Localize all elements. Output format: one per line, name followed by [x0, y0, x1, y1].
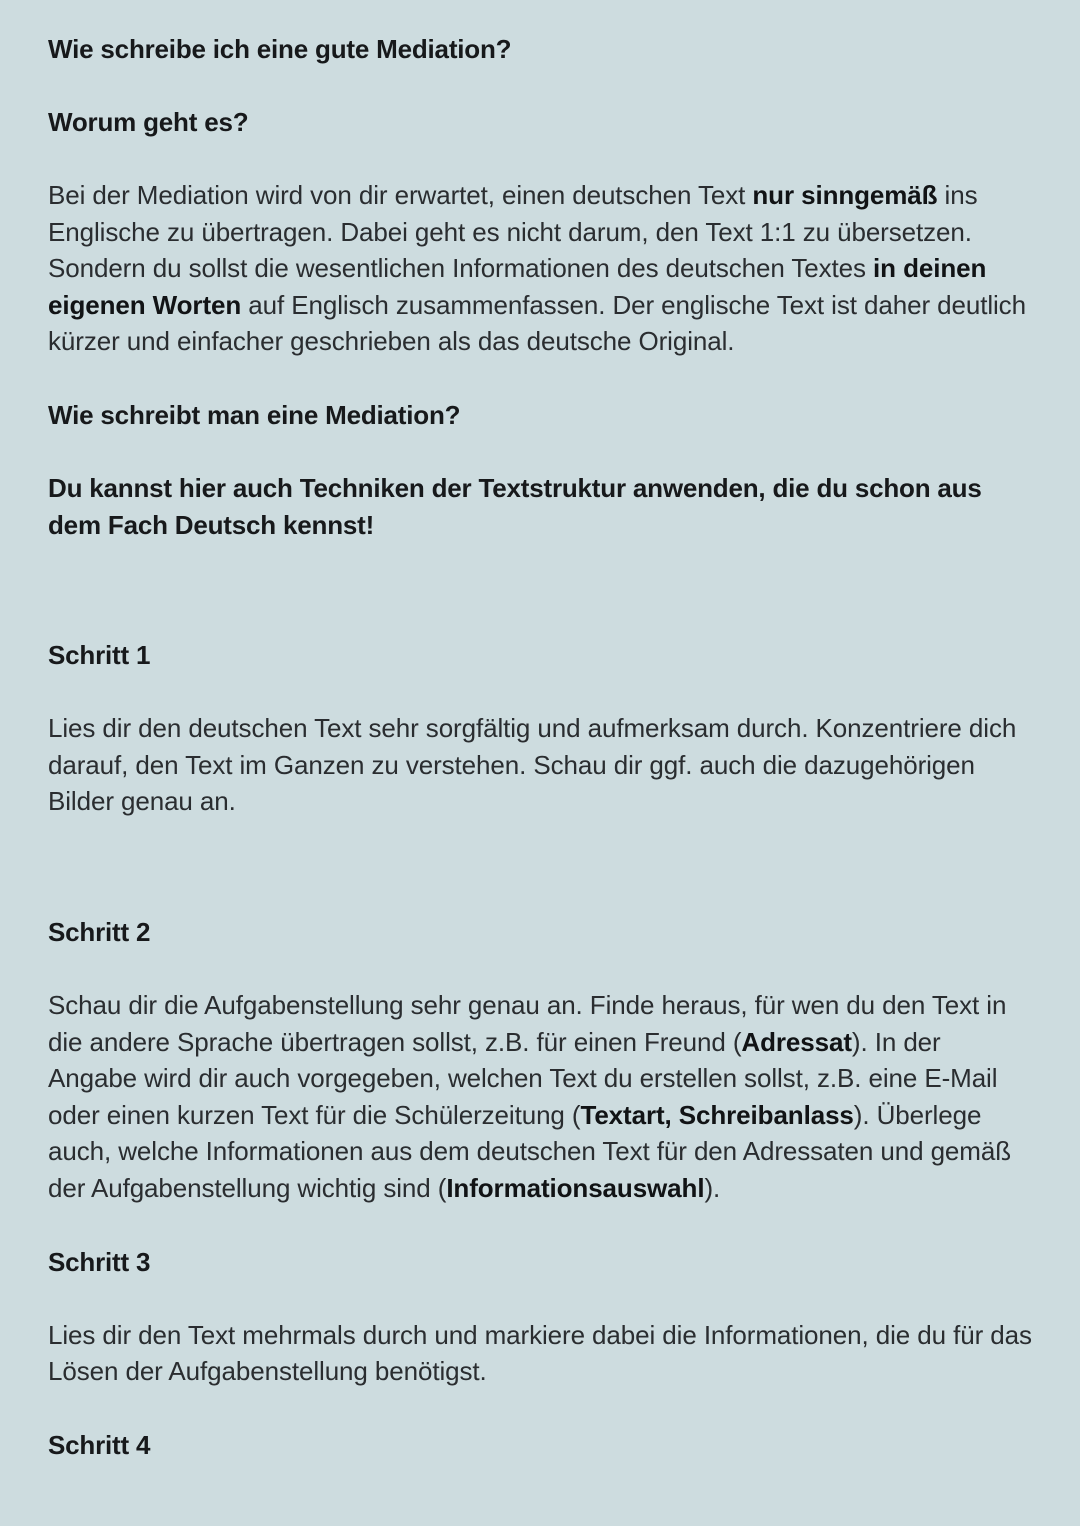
step-4-heading: Schritt 4 — [48, 1429, 151, 1460]
emphasis-textart: Textart, Schreibanlass — [580, 1099, 854, 1130]
step-1-text: Lies dir den deutschen Text sehr sorgfältig und aufmerksam durch. Konzentriere dich darauf, den Text im Ganzen zu verstehen. Schau dir ggf. auch die dazugehörigen Bilder genau an. — [48, 713, 1017, 817]
tip-text: Du kannst hier auch Techniken der Textstruktur anwenden, die du schon aus dem Fach Deutsch kennst! — [48, 472, 982, 540]
emphasis-informationsauswahl: Informationsauswahl — [446, 1172, 705, 1203]
emphasis-adressat: Adressat — [741, 1026, 852, 1057]
section-heading-worum: Worum geht es? — [48, 107, 249, 137]
step-3-text: Lies dir den Text mehrmals durch und markiere dabei die Informationen, die du für das Lösen der Aufgabenstellung benötigst. — [48, 1319, 1032, 1387]
emphasis-eigene-worte: in deinen eigenen Worten — [48, 253, 987, 320]
step-2-heading: Schritt 2 — [48, 916, 151, 947]
section-heading-wie: Wie schreibt man eine Mediation? — [48, 399, 461, 430]
step-3-heading: Schritt 3 — [48, 1246, 151, 1277]
document-title: Wie schreibe ich eine gute Mediation? — [48, 34, 512, 64]
emphasis-sinngemaess: nur sinngemäß — [752, 180, 938, 210]
step-2-text: Schau dir die Aufgabenstellung sehr genau an. Finde heraus, für wen du den Text in die andere Sprache übertragen sollst, z.B. für einen Freund (Adressat). In der Angabe wird dir auch vorgegeben, welchen Text du erstellen sollst, z.B. eine E-Mail oder einen kurzen Text für die Schülerzeitung (Textart, Schreibanlass). Überlege auch, welche Informationen aus dem deutschen Text für den Adressaten und gemäß der Aufgabenstellung wichtig sind (Informationsauswahl). — [48, 989, 1011, 1203]
worum-paragraph: Bei der Mediation wird von dir erwartet, einen deutschen Text nur sinngemäß ins Englische zu übertragen. Dabei geht es nicht darum, den Text 1:1 zu übersetzen. Sondern du sollst die wesentlichen Informationen des deutschen Textes in deinen eigenen Worten auf Englisch zusammenfassen. Der englische Text ist daher deutlich kürzer und einfacher geschrieben als das deutsche Original. — [48, 180, 1026, 357]
step-1-heading: Schritt 1 — [48, 640, 151, 671]
